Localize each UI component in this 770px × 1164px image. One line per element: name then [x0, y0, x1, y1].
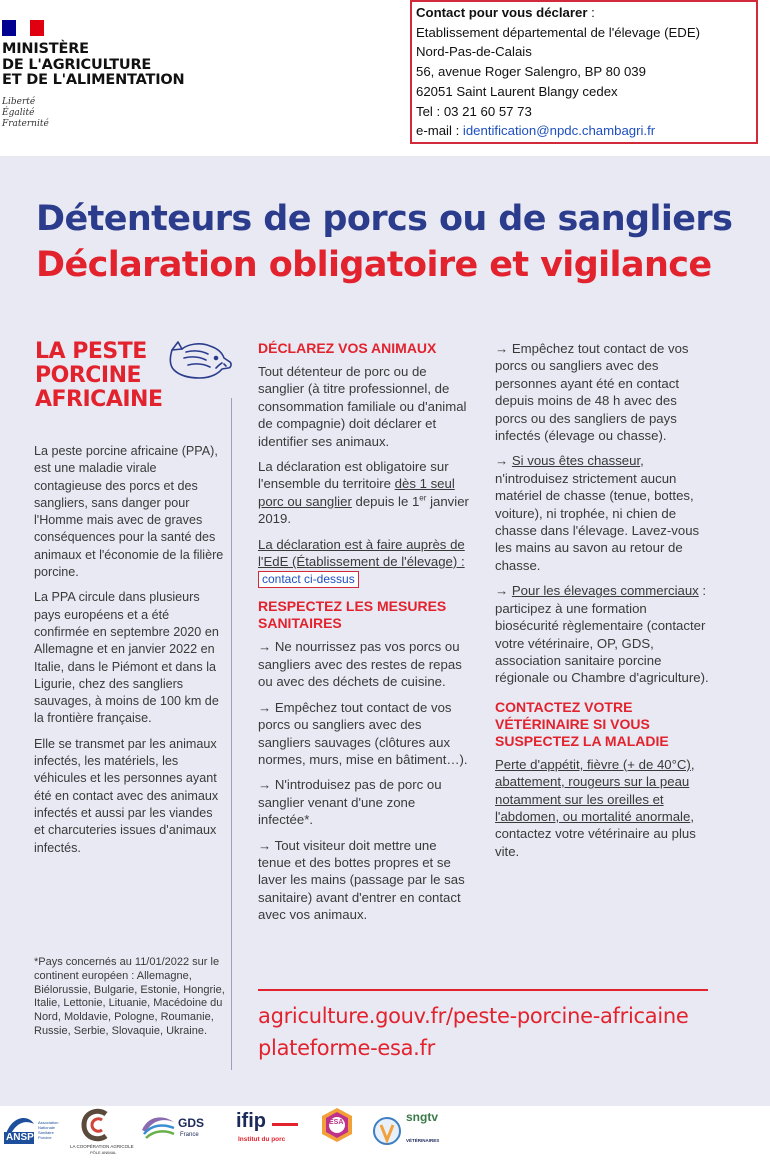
- declare-p2-underlined: dès 1 seul porc ou sanglier: [258, 476, 455, 509]
- declare-p2-start: La déclaration est obligatoire sur l'ensemble du territoire: [258, 459, 449, 492]
- contact-title: Contact pour vous déclarer: [416, 5, 588, 20]
- sngtv-subtitle: VÉTÉRINAIRES: [406, 1138, 440, 1143]
- gds-france-logo: [140, 1112, 220, 1148]
- french-flag-icon: [2, 20, 44, 36]
- wild-boar-icon: [166, 336, 234, 386]
- sngtv-text: sngtv: [406, 1110, 439, 1124]
- ansp-text: ANSP: [6, 1132, 34, 1143]
- declare-p2-superscript: er: [419, 493, 427, 503]
- measure-7-underlined: Pour les élevages commerciaux: [511, 583, 699, 599]
- contact-line-2: Nord-Pas-de-Calais: [416, 44, 532, 60]
- declare-p3-underlined: La déclaration est à faire auprès de l'EdE (Établissement de l'élevage) :: [258, 536, 465, 570]
- measure-6-arrow: →: [495, 453, 512, 469]
- cooperation-agricole-subtitle: PÔLE ANIMAL: [90, 1150, 117, 1155]
- measure-6: [495, 452, 710, 574]
- ifip-logo: [236, 1110, 302, 1154]
- contact-title-suffix: :: [587, 5, 595, 20]
- measure-7-text: : participez à une formation biosécurité règlementaire (contacter votre vétérinaire, OP, GDS, association sanitaire porcine régionale ou Chambre d'agriculture).: [495, 583, 709, 686]
- sngtv-logo-icon: [372, 1116, 402, 1146]
- title-line-1: Détenteurs de porcs ou de sangliers: [36, 199, 733, 239]
- contact-box: [410, 0, 758, 144]
- agriculture-link[interactable]: agriculture.gouv.fr/peste-porcine-africaine: [258, 1004, 689, 1028]
- ifip-text: ifip: [236, 1110, 266, 1132]
- email-link[interactable]: identification@npdc.chambagri.fr: [462, 123, 656, 139]
- contact-line-4: 62051 Saint Laurent Blangy cedex: [416, 83, 618, 99]
- measure-5: → Empêchez tout contact de vos porcs ou sangliers avec des personnes ayant été en contact depuis moins de 48 h avec des porcs ou des sangliers de pays infectés (élevage ou chasse).: [495, 341, 689, 444]
- measures-heading: RESPECTEZ LES MESURES SANITAIRES: [258, 598, 447, 632]
- ministry-name: MINISTÈRE DE L'AGRICULTURE ET DE L'ALIMENTATION: [2, 41, 185, 88]
- email-label: e-mail :: [416, 123, 463, 139]
- ansp-subtitle: Association Nationale Sanitaire Porcine: [38, 1120, 59, 1140]
- ppa-paragraph-3: Elle se transmet par les animaux infectés, les matériels, les véhicules et les personnes ayant été en contact avec des animaux infectés et aussi par les viandes et charcuteries issues d'animaux infectés.: [34, 736, 219, 855]
- declare-p2-mid: depuis le 1: [351, 493, 420, 509]
- measure-7-arrow: →: [495, 583, 512, 599]
- measure-6-underlined: Si vous êtes chasseur: [511, 453, 641, 469]
- measure-4: → Tout visiteur doit mettre une tenue et des bottes propres et se laver les mains (passage par le sas sanitaire) avant d'entrer en contact avec vos animaux.: [258, 837, 465, 923]
- contact-phone: Tel : 03 21 60 57 73: [416, 103, 532, 119]
- gds-subtitle: France: [180, 1132, 199, 1138]
- declare-paragraph-2: [258, 458, 473, 528]
- sngtv-logo: [372, 1110, 452, 1154]
- vet-text: , contactez votre vétérinaire au plus vite.: [495, 808, 696, 859]
- ppa-paragraph-1: La peste porcine africaine (PPA), est une maladie virale contagieuse des porcs et des sangliers, sans danger pour l'Homme mais avec de graves conséquences pour la santé des animaux et l'économie de la filière porcine.: [34, 444, 224, 580]
- contact-line-3: 56, avenue Roger Salengro, BP 80 039: [416, 64, 646, 80]
- contact-line-1: Etablissement départemental de l'élevage (EDE): [416, 24, 701, 40]
- infected-countries-note: *Pays concernés au 11/01/2022 sur le continent européen : Allemagne, Biélorussie, Bulgarie, Estonie, Hongrie, Italie, Lettonie, Lituanie, Macédoine du Nord, Moldavie, Pologne, Roumanie, Russie, Serbie, Slovaquie, Ukraine.: [34, 956, 225, 1037]
- gds-text: GDS: [178, 1116, 205, 1130]
- header: [0, 0, 770, 156]
- ansp-logo: [2, 1112, 64, 1146]
- measure-6-text: , n'introduisez strictement aucun matériel de chasse (tenue, bottes, voiture), ni trophée, ni chien de chasse dans l'élevage. Lavez-vous les mains au savon au retour de chasse.: [495, 453, 700, 573]
- ppa-paragraph-2: La PPA circule dans plusieurs pays européens et a été confirmée en septembre 2020 en Allemagne et en janvier 2022 en Italie, dans le Piémont et dans la Ligurie, chez des sangliers sauvages, à moins de 100 km de la frontière française.: [34, 590, 219, 726]
- declare-paragraph-3: [258, 536, 473, 589]
- republic-motto: Liberté Égalité Fraternité: [2, 97, 49, 129]
- links-divider: [258, 989, 708, 991]
- measure-7: [495, 582, 710, 686]
- ifip-red-bar: [272, 1123, 298, 1126]
- esa-link[interactable]: plateforme-esa.fr: [258, 1036, 435, 1060]
- partner-logos: [0, 1106, 770, 1164]
- measure-3: → N'introduisez pas de porc ou sanglier venant d'une zone infectée*.: [258, 777, 442, 828]
- declare-heading: DÉCLAREZ VOS ANIMAUX: [258, 340, 437, 356]
- measure-2: → Empêchez tout contact de vos porcs ou sangliers avec des sangliers sauvages (clôtures aux normes, murs, mise en bâtiment…).: [258, 699, 468, 767]
- title-line-2: Déclaration obligatoire et vigilance: [36, 245, 712, 285]
- gds-logo-icon: [140, 1112, 176, 1140]
- measure-1: → Ne nourrissez pas vos porcs ou sangliers avec des restes de repas ou avec des déchets de cuisine.: [258, 639, 462, 690]
- declare-p2-end: janvier 2019.: [258, 493, 469, 527]
- column-divider: [231, 398, 232, 1070]
- cooperation-agricole-logo: [70, 1106, 136, 1158]
- main-panel: [0, 156, 770, 1106]
- vet-paragraph: [495, 756, 710, 860]
- esa-logo: [318, 1106, 360, 1160]
- contact-above-button[interactable]: contact ci-dessus: [258, 571, 359, 588]
- ifip-subtitle: Institut du porc: [238, 1136, 286, 1143]
- ppa-heading: LA PESTE PORCINE AFRICAINE: [35, 339, 163, 412]
- ppa-column: [34, 443, 224, 865]
- right-column: [495, 340, 710, 868]
- declare-column: [258, 340, 473, 932]
- cooperation-agricole-text: LA COOPÉRATION AGRICOLE: [70, 1144, 134, 1149]
- declare-paragraph-1: Tout détenteur de porc ou de sanglier (à titre professionnel, de consommation familiale ou d'animal de compagnie) doit déclarer et identifier ses animaux.: [258, 364, 467, 449]
- vet-heading: CONTACTEZ VOTRE VÉTÉRINAIRE SI VOUS SUSPECTEZ LA MALADIE: [495, 698, 669, 749]
- vet-symptoms-underlined: Perte d'appétit, fièvre (+ de 40°C), abattement, rougeurs sur la peau notamment sur les oreilles et l'abdomen, ou mortalité anormale: [495, 756, 695, 824]
- esa-text: ESA: [329, 1119, 344, 1126]
- cooperation-agricole-icon: [78, 1108, 112, 1142]
